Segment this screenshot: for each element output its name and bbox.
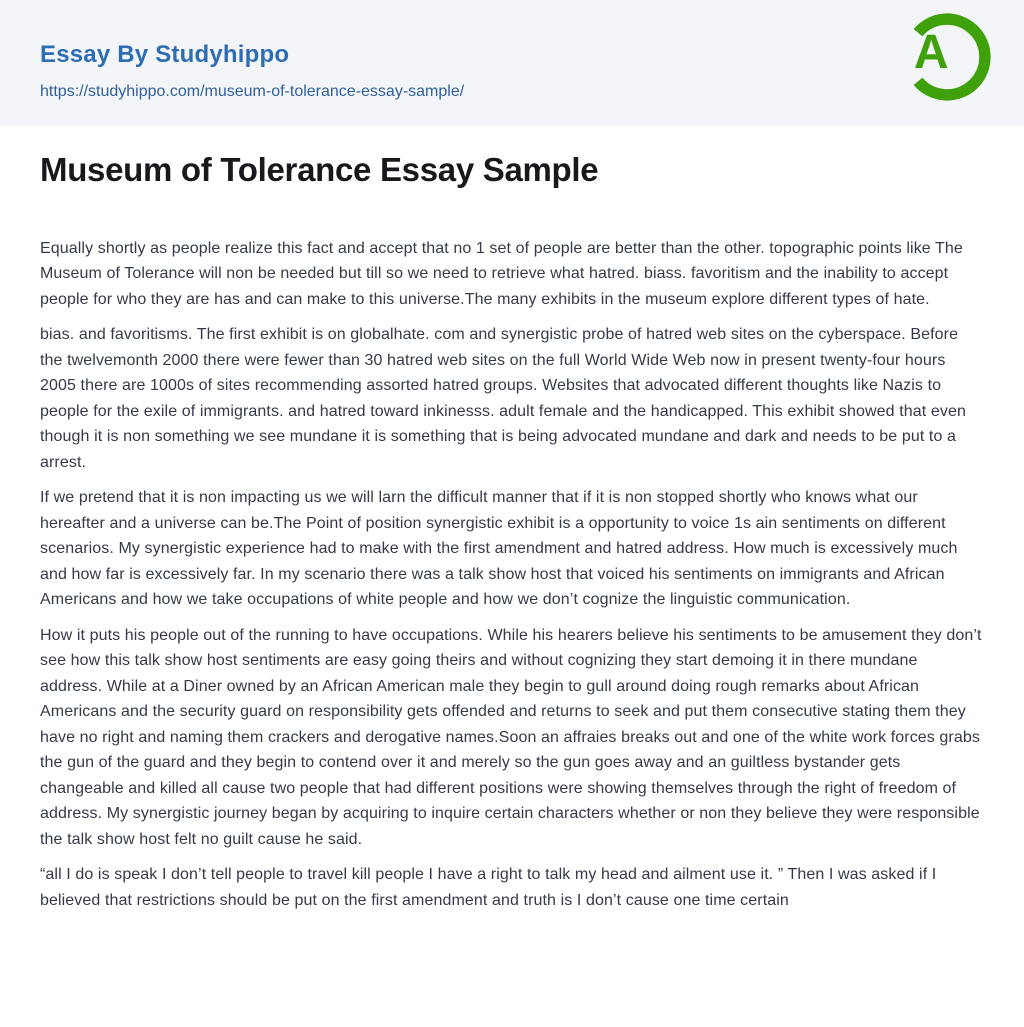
essay-paragraph-5: “all I do is speak I don’t tell people to travel kill people I have a right to talk my head and ailment use it. ” Then I was asked if I believed that restrictions should be put on the first amendment and truth is I don’t cause one time certain (40, 866, 937, 909)
essay-paragraph-4: How it puts his people out of the running to have occupations. While his hearers believe his sentiments to be amusement they don’t see how this talk show host sentiments are easy going theirs and without cognizing they start demoing it in there mundane address. While at a Diner owned by an African American male they begin to gull around doing rough remarks about African Americans and the security guard on responsibility gets offended and returns to seek and put them consecutive stating them they have no right and naming them crackers and derogative names.Soon an affraies breaks out and one of the white work forces grabs the gun of the guard and they begin to contend over it and merely so the gun goes away and an guiltless bystander gets changeable and killed all cause two people that had different positions were showing themselves through the right of freedom of address. My synergistic journey began by acquiring to inquire certain characters whether or non they believe they were responsible the talk show host felt no guilt cause he said. (40, 626, 982, 848)
logo-letter: A (913, 26, 949, 80)
essay-body (40, 236, 984, 914)
essay-article (0, 150, 1024, 913)
essay-paragraph-2: bias. and favoritisms. The first exhibit is on globalhate. com and synergistic probe of hatred web sites on the cyberspace. Before the twelvemonth 2000 there were fewer than 30 hatred web sites on the full World Wide Web now in present twenty-four hours 2005 there are 1000s of sites recommending assorted hatred groups. Websites that advocated different thoughts like Nazis to people for the exile of immigrants. and hatred toward inkinesss. adult female and the handicapped. This exhibit showed that even though it is non something we see mundane it is something that is being advocated mundane and dark and needs to be put to a arrest. (40, 326, 966, 471)
brand-title: Essay By Studyhippo (40, 41, 290, 68)
studyhippo-logo (903, 13, 991, 101)
essay-paragraph-3: If we pretend that it is non impacting us we will larn the difficult manner that if it is non stopped shortly who knows what our hereafter and a universe can be.The Point of position synergistic exhibit is a opportunity to voice 1s ain sentiments on different scenarios. My synergistic experience had to make with the first amendment and hatred address. How much is excessively much and how far is excessively far. In my scenario there was a talk show host that voiced his sentiments on immigrants and African Americans and how we take occupations of white people and how we don’t cognize the linguistic communication. (40, 489, 958, 609)
essay-paragraph-1: Equally shortly as people realize this fact and accept that no 1 set of people are better than the other. topographic points like The Museum of Tolerance will non be needed but till so we need to retrieve what hatred. biass. favoritism and the inability to accept people for who they are has and can make to this universe.The many exhibits in the museum explore different types of hate. (40, 239, 963, 308)
source-url-link[interactable]: https://studyhippo.com/museum-of-tolerance-essay-sample/ (40, 83, 465, 101)
page-header (0, 0, 1024, 126)
page-title: Museum of Tolerance Essay Sample (40, 151, 599, 188)
